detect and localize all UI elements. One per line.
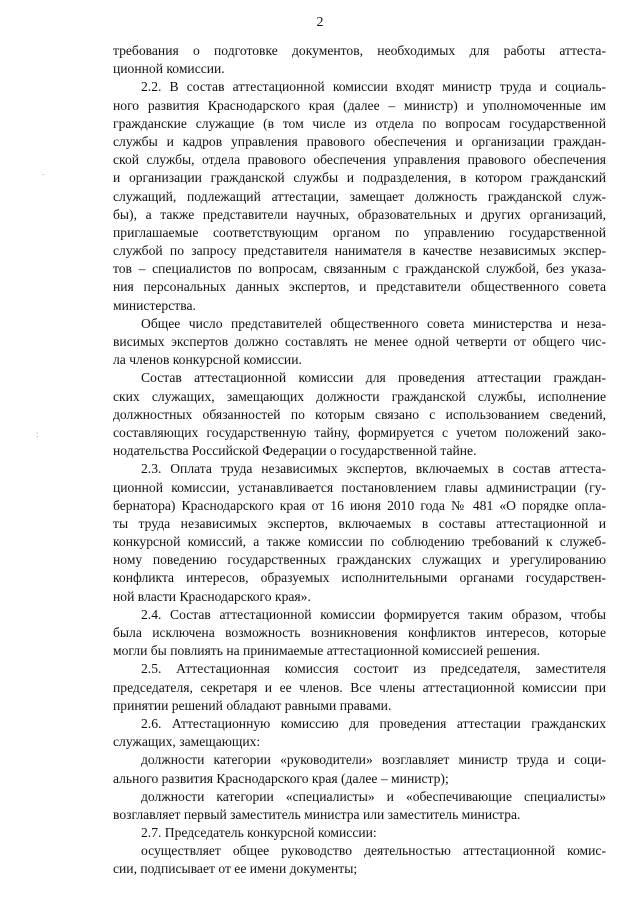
text-line: нодательства Российской Федерации о государственной тайне. <box>113 443 477 459</box>
text-line: конкурсной комиссий, а также комиссии по соблюдению требований к служеб- <box>113 534 606 550</box>
text-line: 2.6. Аттестационную комиссию для проведения аттестации гражданских <box>141 715 606 731</box>
document-body-text <box>113 42 606 879</box>
text-line: службы и кадров управления правового обеспечения и организации граждан- <box>113 133 606 149</box>
text-line: бернатора) Краснодарского края от 16 июня 2010 года № 481 «О порядке опла- <box>113 497 606 513</box>
text-line: могли бы повлиять на принимаемые аттестационной комиссией решения. <box>113 643 541 659</box>
text-line: была исключена возможность возникновения конфликтов интересов, которые <box>113 625 606 640</box>
text-line: 2.2. В состав аттестационной комиссии входят министр труда и социаль- <box>141 79 606 95</box>
text-line: 2.4. Состав аттестационной комиссии формируется таким образом, чтобы <box>141 606 606 622</box>
text-line: служащий, подлежащий аттестации, замещает должность гражданской служ- <box>113 188 606 204</box>
page-number: 2 <box>316 15 324 30</box>
margin-tick-mark: : <box>36 429 39 439</box>
text-line: ты труда независимых экспертов, включаемых в составы аттестационной и <box>113 515 606 531</box>
text-line: гражданские служащие (в том числе из отдела по вопросам государственной <box>113 115 606 131</box>
text-line: ционной комиссии. <box>113 61 225 77</box>
text-line: ной власти Краснодарского края». <box>113 588 311 604</box>
text-line: министерства. <box>113 297 196 313</box>
text-line: должности категории «руководители» возглавляет министр труда и соци- <box>141 752 606 768</box>
text-line: ального развития Краснодарского края (далее – министр); <box>113 770 449 786</box>
margin-tick-mark: . <box>42 167 45 177</box>
text-line: принятии решений обладают равными правами. <box>113 697 392 713</box>
text-line: ния персональных данных экспертов, и представители общественного совета <box>113 279 606 295</box>
text-line: конфликта интересов, образуемых исполнительными органами государствен- <box>113 570 606 586</box>
text-line: ских служащих, замещающих должности гражданской службы, исполнение <box>113 388 606 404</box>
text-line: составляющих государственную тайну, формируется с учетом положений зако- <box>113 424 606 440</box>
text-line: 2.5. Аттестационная комиссия состоит из председателя, заместителя <box>141 661 606 677</box>
text-line: ла членов конкурсной комиссии. <box>113 352 302 368</box>
text-line: 2.3. Оплата труда независимых экспертов, включаемых в состав аттеста- <box>141 461 606 477</box>
text-line: службой по запросу представителя нанимателя в качестве независимых экспер- <box>113 243 606 259</box>
text-line: сии, подписывает от ее имени документы; <box>113 861 358 877</box>
text-line: председателя, секретаря и ее членов. Все члены аттестационной комиссии при <box>113 679 606 695</box>
text-line: должности категории «специалисты» и «обеспечивающие специалисты» <box>141 788 606 804</box>
text-line: ному поведению государственных гражданских служащих и урегулированию <box>113 552 606 568</box>
text-line: приглашаемые соответствующим органом по управлению государственной <box>113 224 606 240</box>
text-line: возглавляет первый заместитель министра или заместитель министра. <box>113 806 521 822</box>
text-line: должностных обязанностей по которым связано с использованием сведений, <box>113 406 606 422</box>
text-line: ционной комиссии, устанавливается постановлением главы администрации (гу- <box>113 479 606 495</box>
text-line: и организации гражданской службы и подразделения, в котором гражданский <box>113 170 606 186</box>
text-line: тов – специалистов по вопросам, связанным с гражданской службой, без указа- <box>113 261 606 277</box>
text-line: требования о подготовке документов, необходимых для работы аттеста- <box>113 43 606 58</box>
text-line: Состав аттестационной комиссии для проведения аттестации граждан- <box>141 370 606 386</box>
text-line: Общее число представителей общественного совета министерства и неза- <box>141 315 606 331</box>
text-line: висимых экспертов должно составлять не менее одной четверти от общего чис- <box>113 334 606 349</box>
text-line: осуществляет общее руководство деятельностью аттестационной комис- <box>141 843 606 859</box>
text-line: 2.7. Председатель конкурсной комиссии: <box>141 825 377 841</box>
text-line: ской службы, отдела правового обеспечения управления правового обеспечения <box>113 152 606 168</box>
text-line: служащих, замещающих: <box>113 734 261 750</box>
text-line: бы), а также представители научных, образовательных и других организаций, <box>113 206 606 222</box>
text-line: ного развития Краснодарского края (далее – министр) и уполномоченные им <box>113 97 606 113</box>
